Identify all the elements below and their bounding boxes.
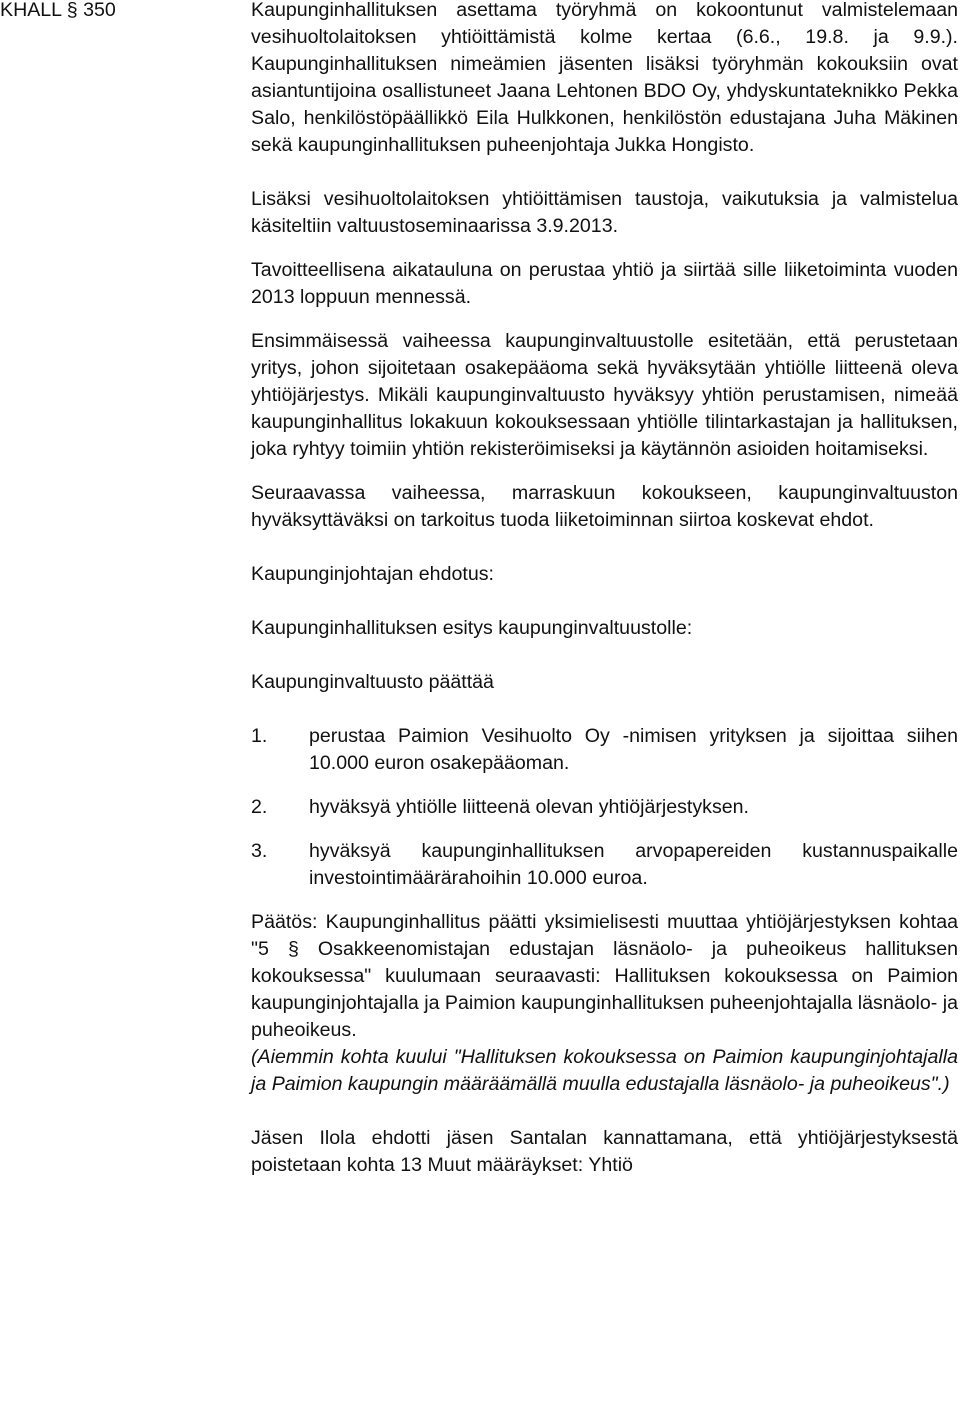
list-item-number: 3. <box>251 840 268 862</box>
board-proposal-heading: Kaupunginhallituksen esitys kaupunginvaltuustolle: <box>251 617 693 639</box>
list-item-text: perustaa Paimion Vesihuolto Oy -nimisen yrityksen ja sijoittaa siihen 10.000 euron osakepääoman. <box>309 725 958 774</box>
list-item-number: 2. <box>251 796 268 818</box>
document-body <box>251 0 958 1179</box>
paragraph-second-phase: Seuraavassa vaiheessa, marraskuun kokoukseen, kaupunginvaltuuston hyväksyttäväksi on tarkoitus tuoda liiketoiminnan siirtoa koskevat ehdot. <box>251 482 958 531</box>
list-item-number: 1. <box>251 725 268 747</box>
list-item-text: hyväksyä kaupunginhallituksen arvopapereiden kustannuspaikalle investointimäärärahoihin 10.000 euroa. <box>309 840 958 889</box>
list-item-text: hyväksyä yhtiölle liitteenä olevan yhtiöjärjestyksen. <box>309 796 749 818</box>
mayor-proposal-heading: Kaupunginjohtajan ehdotus: <box>251 563 494 585</box>
paragraph-first-phase: Ensimmäisessä vaiheessa kaupunginvaltuustolle esitetään, että perustetaan yritys, johon sijoitetaan osakepääoma sekä hyväksytään yhtiölle liitteenä oleva yhtiöjärjestys. Mikäli kaupunginvaltuusto hyväksyy yhtiön perustamisen, nimeää kaupunginhallitus lokakuun kokouksessaan yhtiölle tilintarkastajan ja hallituksen, joka ryhtyy toimiin yhtiön rekisteröimiseksi ja käytännön asioiden hoitamiseksi. <box>251 330 958 460</box>
section-label: KHALL § 350 <box>0 0 116 21</box>
list-item <box>251 794 958 821</box>
paragraph-working-group: Kaupunginhallituksen asettama työryhmä on kokoontunut valmistelemaan vesihuoltolaitoksen yhtiöittämistä kolme kertaa (6.6., 19.8. ja 9.9.). Kaupunginhallituksen nimeämien jäsenten lisäksi työryhmän kokouksiin ovat asiantuntijoina osallistuneet Jaana Lehtonen BDO Oy, yhdyskuntateknikko Pekka Salo, henkilöstöpäällikkö Eila Hulkkonen, henkilöstön edustajana Juha Mäkinen sekä kaupunginhallituksen puheenjohtaja Jukka Hongisto. <box>251 0 958 156</box>
decision-paragraph: Päätös: Kaupunginhallitus päätti yksimielisesti muuttaa yhtiöjärjestyksen kohtaa "5 § Osakkeenomistajan edustajan läsnäolo- ja puheoikeus hallituksen kokouksessa" kuulumaan seuraavasti: Hallituksen kokouksessa on Paimion kaupunginjohtajalla ja Paimion kaupunginhallituksen puheenjohtajalla läsnäolo- ja puheoikeus. <box>251 911 958 1041</box>
list-item <box>251 838 958 892</box>
paragraph-schedule: Tavoitteellisena aikatauluna on perustaa yhtiö ja siirtää sille liiketoiminta vuoden 2013 loppuun mennessä. <box>251 259 958 308</box>
list-item <box>251 723 958 777</box>
paragraph-seminar: Lisäksi vesihuoltolaitoksen yhtiöittämisen taustoja, vaikutuksia ja valmistelua käsiteltiin valtuustoseminaarissa 3.9.2013. <box>251 188 958 237</box>
member-proposal-paragraph: Jäsen Ilola ehdotti jäsen Santalan kannattamana, että yhtiöjärjestyksestä poistetaan kohta 13 Muut määräykset: Yhtiö <box>251 1127 958 1176</box>
previous-wording-paragraph: (Aiemmin kohta kuului "Hallituksen kokouksessa on Paimion kaupunginjohtajalla ja Paimion kaupungin määräämällä muulla edustajalla läsnäolo- ja puheoikeus".) <box>251 1046 958 1095</box>
council-decides-heading: Kaupunginvaltuusto päättää <box>251 671 494 693</box>
